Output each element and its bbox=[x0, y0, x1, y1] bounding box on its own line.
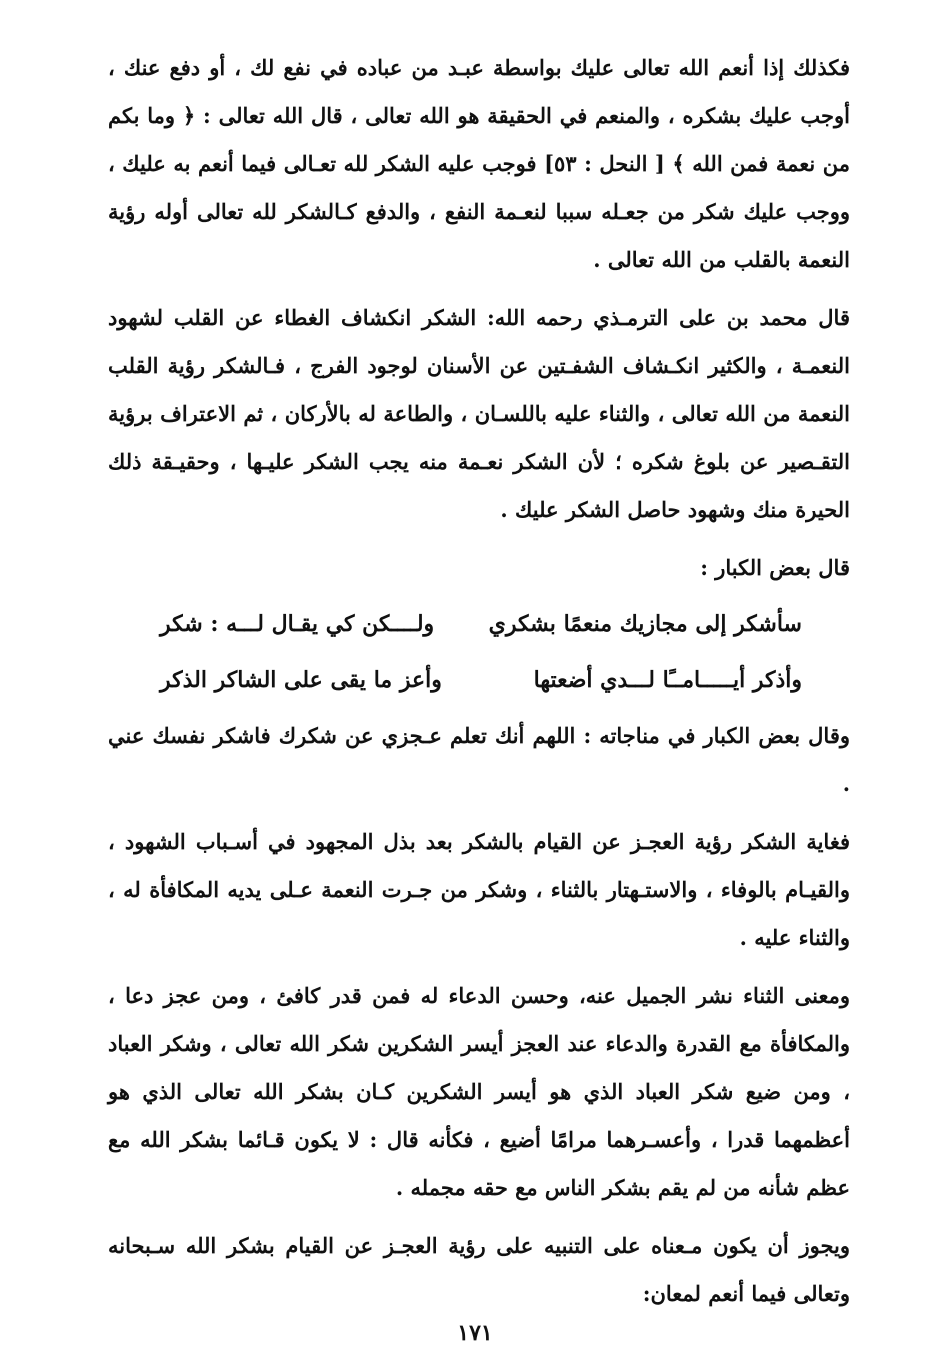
poem bbox=[108, 596, 850, 708]
page-body bbox=[108, 44, 850, 1318]
paragraph-4: فغاية الشكر رؤية العجـز عن القيام بالشكر بعد بذل المجهود في أسـباب الشهود ، والقيـام بالوفاء ، والاستـهتار بالثناء ، وشكر من جـرت النعمة عـلى يديه المكافأة له ، والثناء عليه . bbox=[108, 829, 850, 950]
verse-second-hemistich: وأعز ما يقى على الشاكر الذكر bbox=[160, 667, 442, 693]
paragraph-2: قال محمد بن على الترمـذي رحمه الله: الشكر انكشاف الغطاء عن القلب لشهود النعمـة ، والكثير انكـشاف الشفـتين عن الأسنان لوجود الفرج ، فـالشكر رؤية القلب النعمة من الله تعالى ، والثناء عليه باللسـان ، والطاعة له بالأركان ، ثم الاعتراف برؤية التقـصير عن بلوغ شكره ؛ لأن الشكر نعـمة منه يجب الشكر عليـها ، وحقيـقة ذلك الحيرة منك وشهود حاصل الشكر عليك . bbox=[108, 305, 850, 522]
paragraph-1: فكذلك إذا أنعم الله تعالى عليك بواسطة عبـد من عباده في نفع لك ، أو دفع عنك ، أوجب عليك بشكره ، والمنعم في الحقيقة هو الله تعالى ، قال الله تعالى : ﴿ وما بكم من نعمة فمن الله ﴾ [ النحل : ٥٣] فوجب عليه الشكر لله تعـالى فيما أنعم به عليك ، ووجب عليك شكر من جعـله سببا لنعـمة النفع ، والدفع كـالشكر لله تعالى أوله رؤية النعمة بالقلب من الله تعالى . bbox=[108, 55, 850, 272]
poem-verse bbox=[108, 596, 850, 652]
poem-intro: قال بعض الكبار : bbox=[700, 555, 850, 580]
verse-first-hemistich: سأشكر إلى مجازيك منعمًا بشكري bbox=[488, 611, 802, 637]
verse-first-hemistich: وأذكر أيـــــامــًا لـــدي أضعتها bbox=[533, 667, 802, 693]
poem-verse bbox=[108, 652, 850, 708]
verse-second-hemistich: ولــــكن كي يقـال لـــه : شكر bbox=[160, 611, 435, 637]
paragraph-6: ويجوز أن يكون مـعناه على التنبيه على رؤية العجـز عن القيام بشكر الله سـبحانه وتعالى فيما أنعم لمعان: bbox=[108, 1233, 850, 1306]
page-number: ١٧١ bbox=[457, 1320, 493, 1346]
paragraph-5: ومعنى الثناء نشر الجميل عنه، وحسن الدعاء له فمن قدر كافئ ، ومن عجز دعا ، والمكافأة مع القدرة والدعاء عند العجز أيسر الشكرين شكر الله تعالى ، وشكر العباد ، ومن ضيع شكر العباد الذي هو أيسر الشكرين كـان بشكر الله تعالى الذي هو أعظمهما قدرا ، وأعسـرهما مرامًا أضيع ، فكأنه قال : لا يكون قـائما بشكر الله مع عظم شأنه من لم يقم بشكر الناس مع حقه مجمله . bbox=[108, 983, 850, 1200]
paragraph-3: وقال بعض الكبار في مناجاته : اللهم أنك تعلم عـجزي عن شكرك فاشكر نفسك عني . bbox=[108, 723, 850, 796]
